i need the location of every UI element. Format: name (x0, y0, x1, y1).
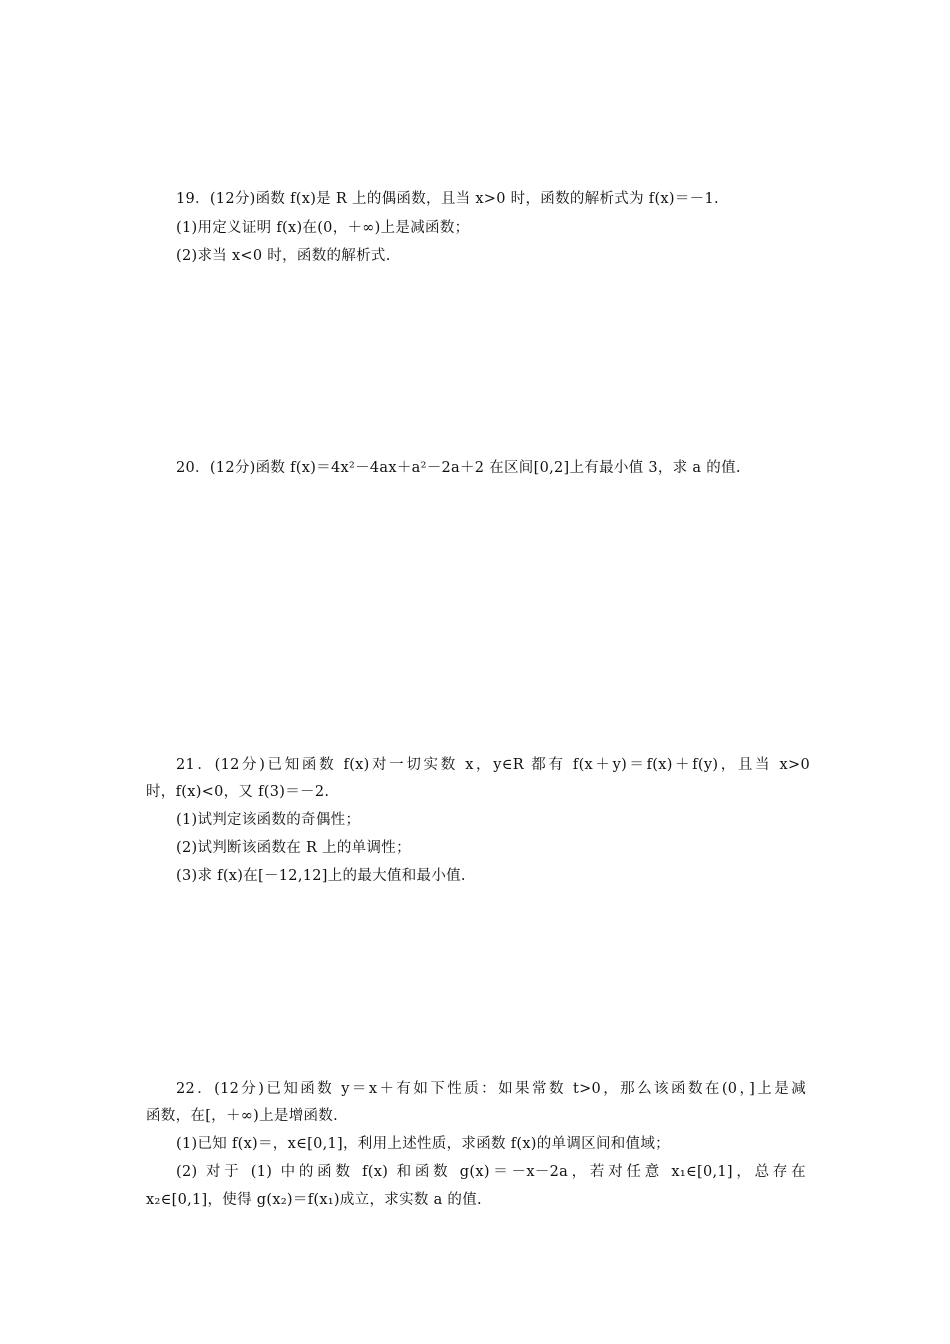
problem-19-part-1: (1)用定义证明 f(x)在(0，＋∞)上是减函数； (176, 220, 470, 236)
problem-19-part-2: (2)求当 x<0 时，函数的解析式. (176, 248, 391, 264)
problem-22-statement-line-2: 函数，在[，＋∞)上是增函数. (146, 1108, 339, 1124)
problem-21-part-1: (1)试判定该函数的奇偶性； (176, 812, 361, 828)
problem-22-part-2-line-2: x₂∈[0,1]，使得 g(x₂)＝f(x₁)成立，求实数 a 的值. (146, 1192, 482, 1208)
problem-22-part-2-line-1: (2) 对于 (1) 中的函数 f(x) 和函数 g(x)＝－x－2a，若对任意 x₁∈[0,1]，总存在 (176, 1164, 806, 1180)
problem-20-statement: 20．(12分)函数 f(x)＝4x²－4ax＋a²－2a＋2 在区间[0,2]上有最小值 3，求 a 的值. (176, 460, 741, 476)
problem-22-part-1: (1)已知 f(x)＝，x∈[0,1]，利用上述性质，求函数 f(x)的单调区间和值域； (176, 1136, 670, 1152)
problem-22-statement-line-1: 22．(12分)已知函数 y＝x＋有如下性质：如果常数 t>0，那么该函数在(0，]上是减 (176, 1081, 806, 1097)
problem-21-part-3: (3)求 f(x)在[－12,12]上的最大值和最小值. (176, 868, 466, 884)
problem-21-statement-line-1: 21．(12分)已知函数 f(x)对一切实数 x，y∈R 都有 f(x＋y)＝f(x)＋f(y)，且当 x>0 (176, 757, 810, 773)
problem-21-statement-line-2: 时，f(x)<0，又 f(3)＝－2. (146, 784, 330, 800)
problem-21-part-2: (2)试判断该函数在 R 上的单调性； (176, 840, 411, 856)
problem-19-statement: 19．(12分)函数 f(x)是 R 上的偶函数，且当 x>0 时，函数的解析式为 f(x)＝－1. (176, 191, 719, 207)
